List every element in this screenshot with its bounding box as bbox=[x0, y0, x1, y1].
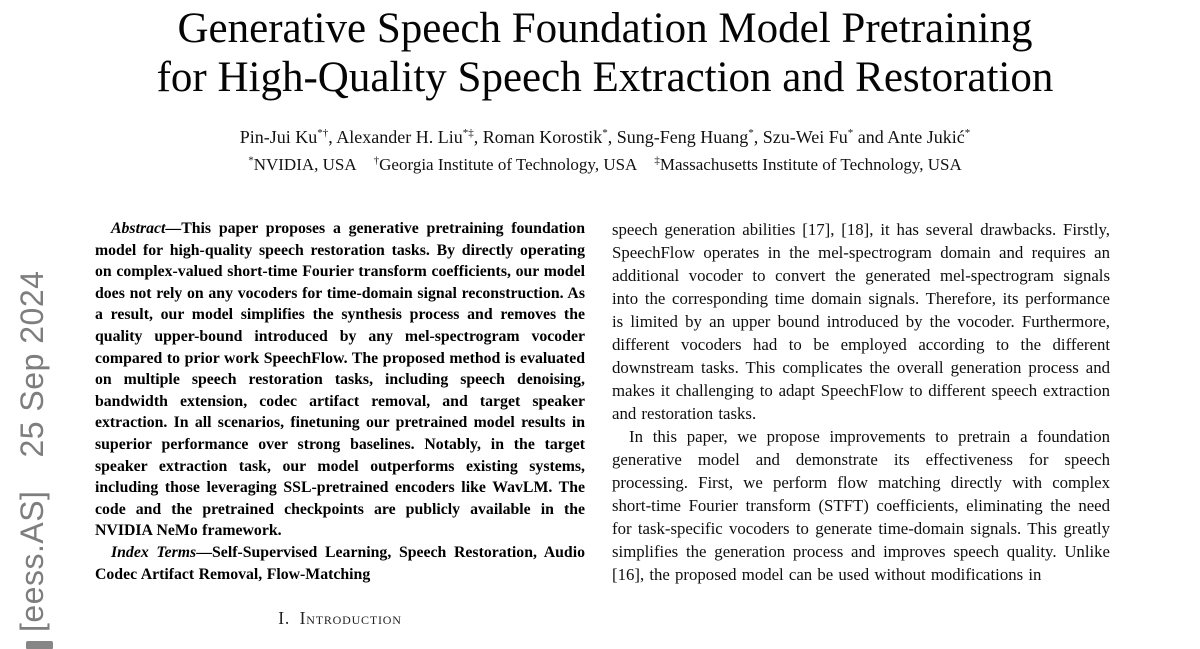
paper-title bbox=[60, 4, 1150, 102]
arxiv-category-date-stamp: [eess.AS] 25 Sep 2024 bbox=[14, 270, 50, 632]
paper-content bbox=[60, 0, 1150, 629]
body-paragraph: In this paper, we propose improvements to pretrain a foundation generative model and demonstrate its effectiveness for speech processing. First, we perform flow matching directly with complex short-time Fourier transform (STFT) coefficients, eliminating the need for task-specific vocoders to generate time-domain signals. This greatly simplifies the generation process and improves speech quality. Unlike [16], the proposed model can be used without modifications in bbox=[612, 427, 1110, 584]
authors-line: Pin-Jui Ku*†, Alexander H. Liu*‡, Roman Korostik*, Sung-Feng Huang*, Szu-Wei Fu* and Ante Jukić* bbox=[239, 127, 971, 147]
section-heading-introduction: I. Introduction bbox=[278, 608, 402, 629]
affiliations-line: *NVIDIA, USA †Georgia Institute of Technology, USA ‡Massachusetts Institute of Technology, USA bbox=[248, 154, 962, 174]
paper-title-line-1: Generative Speech Foundation Model Pretraining bbox=[177, 5, 1033, 52]
left-column bbox=[95, 218, 585, 629]
abstract-paragraph: Abstract—This paper proposes a generative pretraining foundation model for high-quality speech restoration tasks. By directly operating on complex-valued short-time Fourier transform coefficients, our model does not rely on any vocoders for time-domain signal reconstruction. As a result, our model simplifies the synthesis process and removes the quality upper-bound introduced by any mel-spectrogram vocoder compared to prior work SpeechFlow. The proposed method is evaluated on multiple speech restoration tasks, including speech denoising, bandwidth extension, codec artifact removal, and target speaker extraction. In all scenarios, finetuning our pretrained model results in superior performance over strong baselines. Notably, in the target speaker extraction task, our model outperforms existing systems, including those leveraging SSL-pretrained encoders like WavLM. The code and the pretrained checkpoints are publicly available in the NVIDIA NeMo framework. bbox=[95, 220, 585, 540]
two-column-body bbox=[60, 218, 1150, 629]
body-paragraph: speech generation abilities [17], [18], it has several drawbacks. Firstly, SpeechFlow operates in the mel-spectrogram domain and requires an additional vocoder to convert the generated mel-spectrogram signals into the corresponding time domain signals. Therefore, its performance is limited by an upper bound introduced by the vocoder. Furthermore, different vocoders had to be employed according to the different downstream tasks. This complicates the overall generation process and makes it challenging to adapt SpeechFlow to different speech extraction and restoration tasks. bbox=[612, 220, 1110, 423]
right-column bbox=[612, 218, 1110, 629]
paper-title-line-2: for High-Quality Speech Extraction and Restoration bbox=[156, 54, 1054, 101]
index-terms-paragraph: Index Terms—Self-Supervised Learning, Speech Restoration, Audio Codec Artifact Removal, Flow-Matching bbox=[95, 543, 585, 583]
